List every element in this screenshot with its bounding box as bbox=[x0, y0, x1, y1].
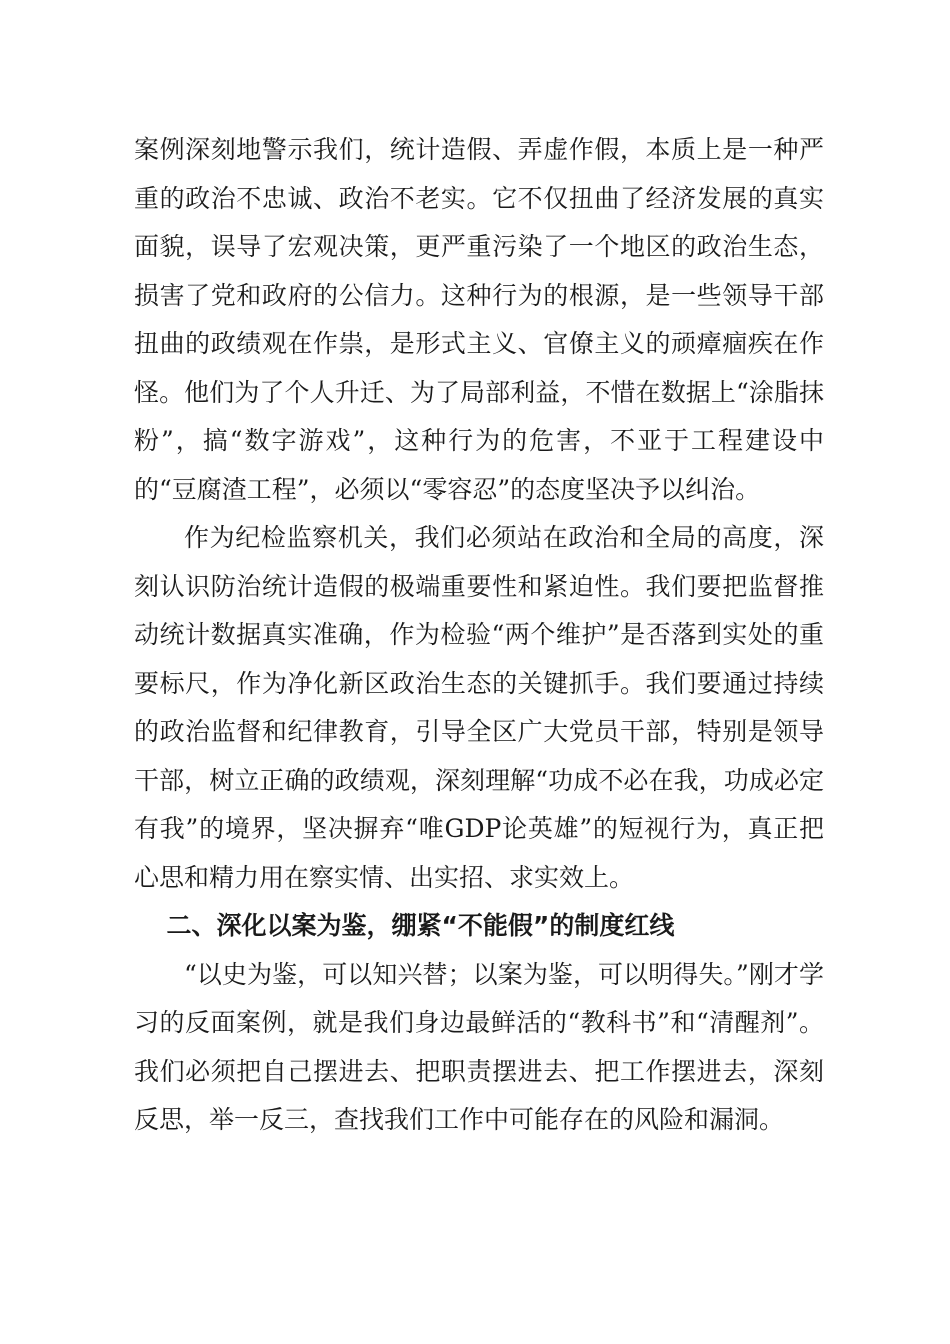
document-body bbox=[134, 126, 824, 1145]
paragraph-case-warning: 案例深刻地警示我们，统计造假、弄虚作假，本质上是一种严重的政治不忠诚、政治不老实。它不仅扭曲了经济发展的真实面貌，误导了宏观决策，更严重污染了一个地区的政治生态，损害了党和政府的公信力。这种行为的根源，是一些领导干部扭曲的政绩观在作祟，是形式主义、官僚主义的顽瘴痼疾在作怪。他们为了个人升迁、为了局部利益，不惜在数据上“涂脂抹粉”，搞“数字游戏”，这种行为的危害，不亚于工程建设中的“豆腐渣工程”，必须以“零容忍”的态度坚决予以纠治。 bbox=[134, 135, 824, 504]
section-heading: 二、深化以案为鉴，绷紧“不能假”的制度红线 bbox=[166, 911, 675, 940]
paragraph-lessons: “以史为鉴，可以知兴替；以案为鉴，可以明得失。”刚才学习的反面案例，就是我们身边最鲜活的“教科书”和“清醒剂”。我们必须把自己摆进去、把职责摆进去、把工作摆进去，深刻反思，举一反三，查找我们工作中可能存在的风险和漏洞。 bbox=[134, 959, 824, 1134]
paragraph-discipline-role: 作为纪检监察机关，我们必须站在政治和全局的高度，深刻认识防治统计造假的极端重要性和紧迫性。我们要把监督推动统计数据真实准确，作为检验“两个维护”是否落到实处的重要标尺，作为净化新区政治生态的关键抓手。我们要通过持续的政治监督和纪律教育，引导全区广大党员干部，特别是领导干部，树立正确的政绩观，深刻理解“功成不必在我，功成必定有我”的境界，坚决摒弃“唯GDP论英雄”的短视行为，真正把心思和精力用在察实情、出实招、求实效上。 bbox=[134, 523, 824, 892]
